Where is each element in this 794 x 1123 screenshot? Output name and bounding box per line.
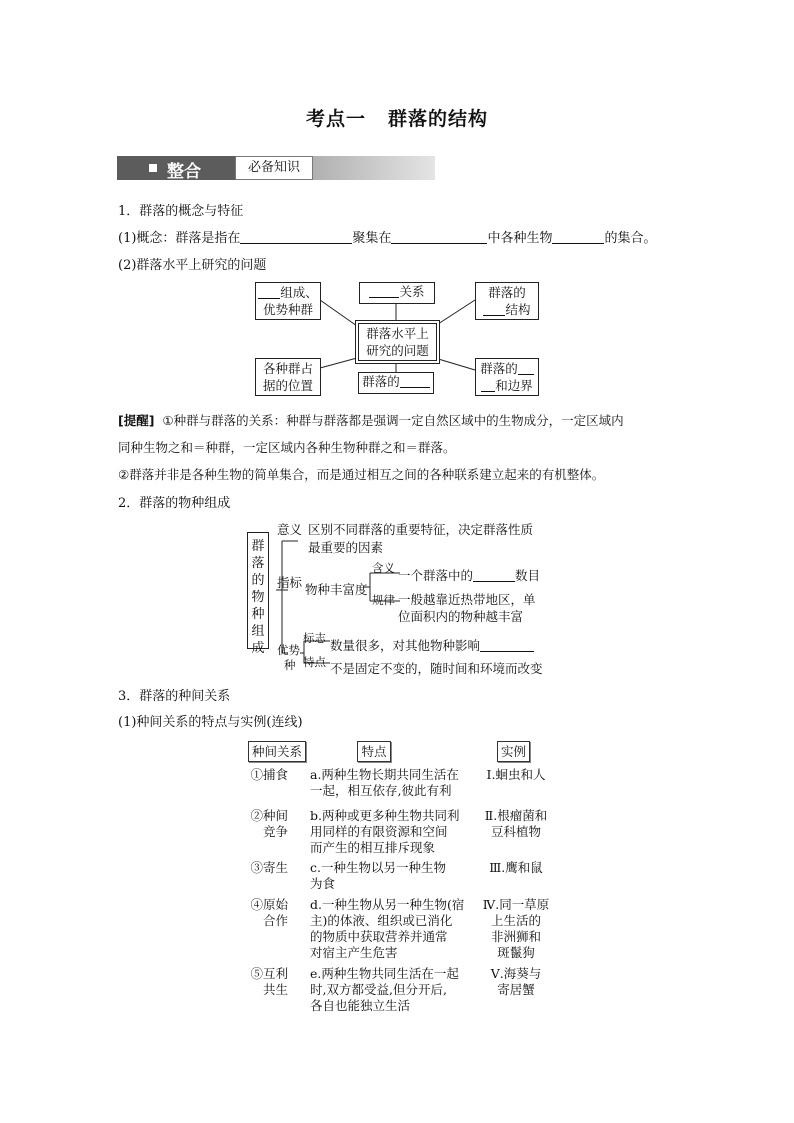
rel-cell-line: ①捕食 (250, 767, 288, 782)
feat-cell (310, 897, 464, 961)
feat-cell-line: d.一种生物从另一种生物(宿 (310, 897, 465, 912)
tip-label: [提醒] (118, 413, 155, 428)
feat-cell (310, 966, 459, 1014)
banner-sublabel: 必备知识 (235, 156, 313, 180)
rel-cell-line: 合作 (262, 913, 288, 928)
rel-cell (248, 860, 288, 876)
diagram2-vertical-label: 群落的物种组成 (247, 532, 269, 649)
rel-cell-line: ③寄生 (250, 860, 288, 875)
banner-label: 整合 (167, 162, 201, 182)
rule-label: 规律 (372, 593, 395, 607)
feat-cell-line: e.两种生物共同生活在一起 (310, 966, 459, 981)
ex-cell-line: 斑鬣狗 (497, 945, 535, 960)
rel-cell (248, 897, 288, 929)
blank-3[interactable] (552, 229, 604, 244)
diagram1-top-center: 关系 (359, 282, 435, 304)
rel-cell-line: ④原始 (250, 897, 288, 912)
dominant-label1: 优势 (277, 643, 300, 657)
meaning-text2: 最重要的因素 (308, 540, 384, 555)
rel-cell (248, 767, 288, 783)
richness-label: 物种丰富度 (305, 582, 368, 597)
tip-line1: [提醒] ①种群与群落的关系：种群与群落都是强调一定自然区域中的生物成分，一定区域内 (118, 413, 624, 428)
ex-cell (482, 808, 550, 840)
tip-line3: ②群落并非是各种生物的简单集合，而是通过相互之间的各种联系建立起来的有机整体。 (118, 467, 605, 482)
level-heading: (2)群落水平上研究的问题 (118, 258, 267, 273)
ex-cell-line: Ⅴ.海葵与 (490, 966, 542, 981)
rel-cell-line: 共生 (262, 982, 288, 997)
rule-text2: 位面积内的物种越丰富 (398, 609, 524, 624)
header-relation: 种间关系 (248, 741, 306, 762)
feature-label: 特点 (303, 655, 326, 669)
diagram1-bottom-center: 群落的 (358, 372, 434, 394)
diagram1-center: 群落水平上 研究的问题 (358, 323, 437, 361)
feat-cell-line: 主)的体液、组织或已消化 (310, 913, 453, 928)
feat-cell (310, 808, 459, 856)
feat-cell-line: 对宿主产生危害 (310, 945, 398, 960)
rule-text1: 一般越靠近热带地区，单 (398, 592, 536, 607)
ex-cell (482, 767, 550, 783)
feat-cell (310, 767, 459, 799)
title-part1: 考点一 (305, 108, 366, 130)
header-example: 实例 (497, 741, 530, 762)
diagram1-bottom-right: 群落的 和边界 (475, 358, 539, 396)
ex-cell-line: 上生活的 (490, 913, 541, 928)
rel-cell (248, 808, 288, 840)
feat-cell-line: 用同样的有限资源和空间 (310, 824, 448, 839)
section2-heading: 2．群落的物种组成 (118, 496, 231, 511)
diagram1-bottom-left: 各种群占 据的位置 (255, 358, 321, 396)
ex-cell-line: 豆科植物 (490, 824, 541, 839)
feat-cell-line: a.两种生物长期共同生活在 (310, 767, 459, 782)
tip-line2: 同种生物之和＝种群，一定区域内各种生物种群之和＝群落。 (118, 440, 456, 455)
definition-label: 含义 (372, 561, 395, 575)
title-part2: 群落的结构 (388, 108, 489, 130)
feat-cell-line: b.两种或更多种生物共同利 (310, 808, 460, 823)
section-banner (117, 156, 435, 180)
feat-cell-line: 为食 (310, 876, 336, 891)
definition-text: 一个群落中的 数目 (398, 568, 541, 583)
rel-cell-line: 竞争 (262, 824, 288, 839)
feat-cell-line: 而产生的相互排斥现象 (310, 840, 436, 855)
ex-cell-line: 非洲狮和 (490, 929, 541, 944)
section3-heading: 3．群落的种间关系 (118, 689, 231, 704)
ex-cell-line: Ⅰ.蛔虫和人 (486, 767, 546, 782)
feat-cell-line: c.一种生物以另一种生物 (310, 860, 446, 875)
concept-line: (1)概念：群落是指在 聚集在 中各种生物 的集合。 (118, 231, 657, 246)
rel-cell-line: ②种间 (250, 808, 288, 823)
rel-cell (248, 966, 288, 998)
ex-cell (482, 966, 550, 998)
sign-label: 标志 (303, 631, 326, 645)
index-label: 指标 (277, 575, 303, 590)
diagram1-top-left: 组成、 优势种群 (255, 282, 321, 320)
ex-cell-line: Ⅲ.鹰和鼠 (489, 860, 543, 875)
feat-cell (310, 860, 446, 892)
ex-cell (482, 860, 550, 876)
feat-cell-line: 的物质中获取营养并通常 (310, 929, 448, 944)
blank-2[interactable] (391, 229, 487, 244)
blank-1[interactable] (240, 229, 352, 244)
feat-cell-line: 各自也能独立生活 (310, 998, 411, 1013)
ex-cell (482, 897, 550, 961)
meaning-label: 意义 (277, 522, 303, 537)
meaning-text1: 区别不同群落的重要特征，决定群落性质 (308, 522, 534, 537)
dominant-label2: 种 (284, 658, 296, 672)
ex-cell-line: Ⅳ.同一草原 (482, 897, 550, 912)
section1-heading: 1．群落的概念与特征 (118, 204, 244, 219)
ex-cell-line: 寄居蟹 (497, 982, 535, 997)
header-feature: 特点 (357, 741, 391, 762)
feature-text: 不是固定不变的，随时间和环境而改变 (330, 661, 543, 676)
ex-cell-line: Ⅱ.根瘤菌和 (484, 808, 548, 823)
section3-sub: (1)种间关系的特点与实例(连线) (118, 715, 303, 730)
diagram1-top-right: 群落的 结构 (475, 282, 539, 320)
square-bullet-icon (149, 164, 157, 172)
page-title (0, 104, 794, 131)
feat-cell-line: 时,双方都受益,但分开后, (310, 982, 447, 997)
feat-cell-line: 一起，相互依存,彼此有利 (310, 783, 452, 798)
rel-cell-line: ⑤互利 (250, 966, 288, 981)
sign-text: 数量很多，对其他物种影响 (330, 636, 534, 654)
